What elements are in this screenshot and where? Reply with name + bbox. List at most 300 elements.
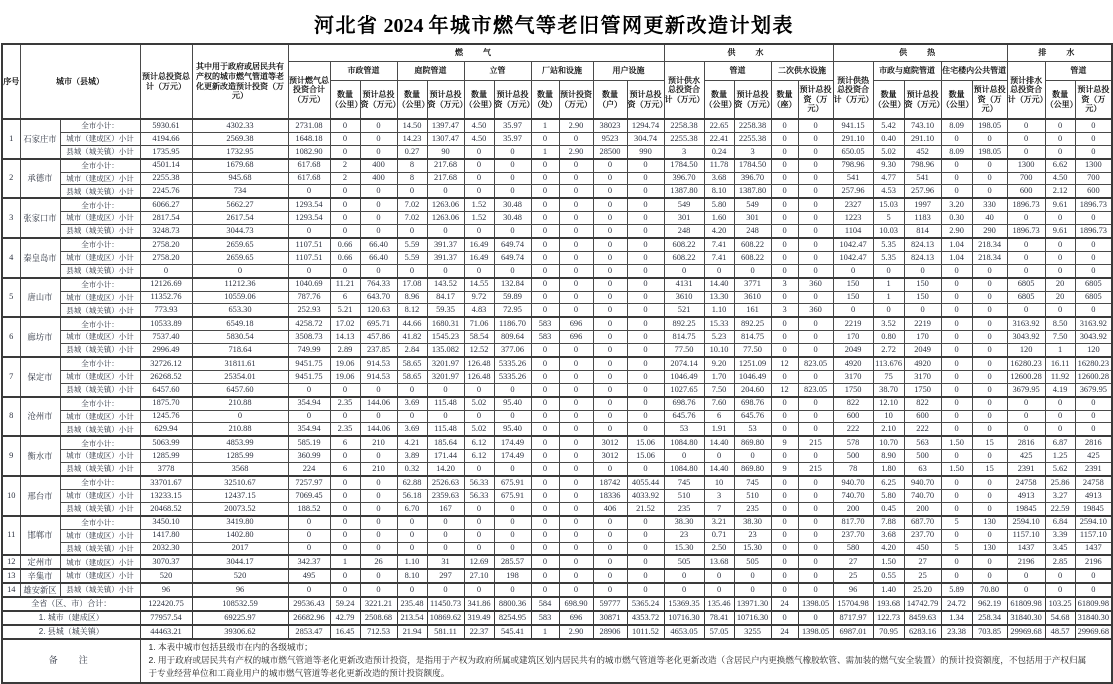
cell-heat-residential-qty: 5	[941, 542, 972, 555]
cell-gas-courtyard-qty: 21.94	[397, 625, 427, 639]
summary-row	[2, 625, 1112, 639]
cell-gas-courtyard-inv: 31	[427, 555, 464, 569]
cell-drain-pipe-qty: 0	[1045, 119, 1075, 132]
cell-drain-pipe-qty: 1.25	[1045, 450, 1075, 463]
cell-heat-muni-inv: 2049	[904, 344, 941, 357]
cell-heat-total: 96	[833, 583, 873, 597]
cell-heat-muni-inv: 824.13	[904, 251, 941, 264]
cell-water-total: 1387.80	[664, 185, 704, 198]
cell-gas-riser-inv: 0	[494, 410, 531, 423]
cell-gas-muni-qty: 0	[330, 198, 360, 211]
cell-gas-riser-inv: 649.74	[494, 251, 531, 264]
cell-gas-station-inv: 0	[559, 397, 593, 410]
cell-gas-user-inv: 0	[627, 172, 664, 185]
cell-city-name: 唐山市	[20, 278, 60, 318]
cell-gas-user-qty: 28906	[593, 625, 627, 639]
cell-drain-pipe-qty: 54.68	[1045, 611, 1075, 625]
cell-gas-station-inv: 0	[559, 489, 593, 502]
col-header-water-pipe-inv: 预计总投资（万元）	[734, 81, 771, 120]
cell-water-secondary-inv: 215	[798, 436, 833, 449]
cell-gas-muni-inv: 0	[360, 145, 397, 158]
cell-heat-muni-qty: 4.77	[873, 172, 904, 185]
cell-gas-muni-inv: 0	[360, 212, 397, 225]
cell-heat-residential-qty: 24.72	[941, 597, 972, 611]
cell-gas-courtyard-inv: 2359.63	[427, 489, 464, 502]
cell-gas-courtyard-qty: 235.48	[397, 597, 427, 611]
cell-drain-pipe-qty: 6.62	[1045, 159, 1075, 172]
cell-gas-courtyard-qty: 0	[397, 529, 427, 542]
table-row	[2, 529, 1112, 542]
cell-gas-user-qty: 18336	[593, 489, 627, 502]
cell-heat-residential-qty: 0	[941, 476, 972, 489]
cell-gas-riser-inv: 1186.70	[494, 317, 531, 330]
cell-gas-station-qty: 0	[531, 304, 559, 317]
cell-water-pipe-qty: 0	[704, 450, 734, 463]
cell-gas-station-inv: 0	[559, 370, 593, 383]
cell-gas-riser-qty: 0	[464, 516, 494, 529]
cell-gas-station-inv: 0	[559, 291, 593, 304]
cell-gas-station-qty: 0	[531, 225, 559, 238]
cell-gas-station-qty: 0	[531, 555, 559, 569]
cell-total-investment: 2245.76	[140, 185, 192, 198]
cell-drain-pipe-qty: 0	[1045, 397, 1075, 410]
cell-water-pipe-inv: 549	[734, 198, 771, 211]
cell-heat-residential-inv: 0	[972, 185, 1007, 198]
cell-seq-no: 11	[2, 516, 20, 556]
cell-water-secondary-inv: 360	[798, 304, 833, 317]
cell-gas-riser-inv: 0	[494, 542, 531, 555]
cell-gas-courtyard-qty: 17.08	[397, 278, 427, 291]
cell-gov-owned-investment: 2659.65	[192, 238, 288, 251]
cell-gas-station-inv: 0	[559, 344, 593, 357]
cell-gas-courtyard-inv: 0	[427, 583, 464, 597]
cell-gas-muni-inv: 0	[360, 410, 397, 423]
cell-heat-residential-inv: 0	[972, 278, 1007, 291]
cell-gas-muni-qty: 2	[330, 159, 360, 172]
cell-gas-courtyard-qty: 5.59	[397, 251, 427, 264]
cell-gas-riser-inv: 95.40	[494, 423, 531, 436]
cell-city-name: 石家庄市	[20, 119, 60, 159]
cell-gas-total: 585.19	[288, 436, 330, 449]
cell-water-secondary-inv: 0	[798, 264, 833, 277]
col-header-heat-residential-inv: 预计总投资（万元）	[972, 81, 1007, 120]
cell-gas-riser-inv: 198	[494, 569, 531, 583]
cell-gas-user-qty: 0	[593, 542, 627, 555]
cell-heat-total: 798.96	[833, 159, 873, 172]
cell-water-secondary-qty: 0	[771, 450, 798, 463]
cell-drain-pipe-inv: 0	[1075, 145, 1112, 158]
cell-gas-riser-qty: 1.52	[464, 198, 494, 211]
cell-subrow-label: 县城（城关镇）小计	[60, 344, 140, 357]
cell-gas-total: 617.68	[288, 159, 330, 172]
cell-gas-total: 0	[288, 225, 330, 238]
cell-heat-residential-inv: 0	[972, 331, 1007, 344]
cell-water-pipe-inv: 3610	[734, 291, 771, 304]
cell-gas-user-inv: 304.74	[627, 132, 664, 145]
cell-gas-total: 0	[288, 264, 330, 277]
cell-gas-station-qty: 0	[531, 370, 559, 383]
cell-heat-residential-inv: 0	[972, 159, 1007, 172]
cell-drain-pipe-inv: 0	[1075, 583, 1112, 597]
cell-water-secondary-inv: 0	[798, 185, 833, 198]
cell-gas-total: 0	[288, 410, 330, 423]
cell-drain-pipe-inv: 0	[1075, 569, 1112, 583]
cell-gas-user-inv: 1011.52	[627, 625, 664, 639]
cell-gas-station-inv: 0	[559, 502, 593, 515]
cell-gas-station-qty: 1	[531, 119, 559, 132]
cell-drain-pipe-qty: 0	[1045, 410, 1075, 423]
cell-heat-residential-qty: 5	[941, 516, 972, 529]
cell-gas-total: 2853.47	[288, 625, 330, 639]
cell-drain-pipe-inv: 12600.28	[1075, 370, 1112, 383]
cell-gas-courtyard-qty: 8	[397, 172, 427, 185]
cell-gas-riser-qty: 0	[464, 172, 494, 185]
cell-gas-muni-inv: 0	[360, 502, 397, 515]
cell-gas-courtyard-inv: 1545.23	[427, 331, 464, 344]
cell-heat-muni-inv: 150	[904, 291, 941, 304]
cell-gas-riser-qty: 22.37	[464, 625, 494, 639]
cell-drain-total: 0	[1007, 583, 1045, 597]
cell-gas-courtyard-qty: 3.69	[397, 397, 427, 410]
cell-drain-total: 6805	[1007, 291, 1045, 304]
cell-drain-pipe-qty: 8.50	[1045, 317, 1075, 330]
cell-gas-muni-inv: 26	[360, 555, 397, 569]
table-row	[2, 450, 1112, 463]
cell-gas-station-inv: 2.90	[559, 625, 593, 639]
cell-gas-riser-qty: 0	[464, 159, 494, 172]
cell-water-secondary-inv: 0	[798, 450, 833, 463]
cell-drain-pipe-qty: 9.61	[1045, 198, 1075, 211]
cell-heat-muni-inv: 0	[904, 304, 941, 317]
cell-gas-total: 0	[288, 185, 330, 198]
cell-drain-total: 0	[1007, 423, 1045, 436]
cell-gas-station-qty: 0	[531, 344, 559, 357]
cell-gas-muni-inv: 3221.21	[360, 597, 397, 611]
cell-gas-muni-inv: 0	[360, 450, 397, 463]
cell-gas-total: 29536.43	[288, 597, 330, 611]
cell-gas-muni-qty: 0	[330, 410, 360, 423]
cell-gas-station-qty: 0	[531, 159, 559, 172]
cell-gas-courtyard-inv: 217.68	[427, 172, 464, 185]
cell-heat-muni-inv: 740.70	[904, 489, 941, 502]
cell-water-secondary-inv: 823.05	[798, 383, 833, 396]
cell-water-pipe-inv: 608.22	[734, 238, 771, 251]
cell-gov-owned-investment: 31811.61	[192, 357, 288, 370]
cell-drain-pipe-inv: 2391	[1075, 463, 1112, 476]
cell-gas-riser-qty: 12.52	[464, 344, 494, 357]
cell-drain-total: 61809.98	[1007, 597, 1045, 611]
cell-heat-muni-qty: 1	[873, 278, 904, 291]
cell-heat-residential-inv: 0	[972, 344, 1007, 357]
cell-gas-muni-inv: 0	[360, 264, 397, 277]
cell-water-secondary-qty: 0	[771, 423, 798, 436]
cell-water-total: 53	[664, 423, 704, 436]
cell-gas-courtyard-qty: 0	[397, 516, 427, 529]
col-header-gas-muni-inv: 预计总投资（万元）	[360, 81, 397, 120]
cell-gov-owned-investment: 1679.68	[192, 159, 288, 172]
cell-water-total: 301	[664, 212, 704, 225]
cell-subrow-label: 全市小计：	[60, 238, 140, 251]
cell-water-secondary-qty: 12	[771, 383, 798, 396]
cell-water-total: 235	[664, 502, 704, 515]
cell-gas-riser-inv: 5335.26	[494, 357, 531, 370]
note-line: 2. 用于政府或居民共有产权的城市燃气管道等老化更新改造预计投资，是指用于产权为政府所属或建筑区划内居民共有的城市燃气管道等老化更新改造（含居民户内更换燃气橡胶软管、需加装的燃气安全装置）的预计投资额度，不包括用于产权归属	[148, 655, 1087, 666]
cell-gas-user-inv: 0	[627, 344, 664, 357]
cell-heat-residential-inv: 15	[972, 463, 1007, 476]
cell-gas-total: 495	[288, 569, 330, 583]
table-row	[2, 251, 1112, 264]
cell-gas-muni-qty: 0	[330, 145, 360, 158]
cell-heat-residential-qty: 0	[941, 397, 972, 410]
cell-subrow-label: 县城（城关镇）小计	[60, 383, 140, 396]
cell-seq-no: 10	[2, 476, 20, 516]
cell-water-total: 248	[664, 225, 704, 238]
col-header-gas-riser-qty: 数量（公里）	[464, 81, 494, 120]
cell-total-investment: 1285.99	[140, 450, 192, 463]
cell-water-pipe-qty: 78.41	[704, 611, 734, 625]
cell-water-secondary-qty: 0	[771, 132, 798, 145]
notes-text	[140, 639, 1112, 683]
cell-gas-riser-inv: 675.91	[494, 489, 531, 502]
cell-gas-courtyard-qty: 7.02	[397, 212, 427, 225]
col-header-drain-pipe-qty: 数量（公里）	[1045, 81, 1075, 120]
cell-subrow-label: 全市小计：	[60, 198, 140, 211]
cell-drain-pipe-inv: 6805	[1075, 291, 1112, 304]
cell-gas-user-inv: 0	[627, 410, 664, 423]
cell-gov-owned-investment: 1402.80	[192, 529, 288, 542]
cell-gas-user-qty: 0	[593, 159, 627, 172]
cell-heat-muni-qty: 0	[873, 264, 904, 277]
cell-water-total: 510	[664, 489, 704, 502]
cell-heat-total: 27	[833, 555, 873, 569]
cell-gas-courtyard-qty: 14.50	[397, 119, 427, 132]
cell-gas-riser-inv: 675.91	[494, 476, 531, 489]
cell-gas-total: 1082.90	[288, 145, 330, 158]
cell-water-total: 608.22	[664, 251, 704, 264]
cell-total-investment: 32726.12	[140, 357, 192, 370]
cell-gas-courtyard-inv: 391.37	[427, 251, 464, 264]
cell-subrow-label: 城市（建成区）小计	[60, 569, 140, 583]
cell-water-total: 0	[664, 569, 704, 583]
cell-gas-courtyard-qty: 8.12	[397, 304, 427, 317]
cell-drain-pipe-inv: 0	[1075, 423, 1112, 436]
cell-gas-total: 749.99	[288, 344, 330, 357]
table-row	[2, 119, 1112, 132]
cell-water-secondary-inv: 0	[798, 172, 833, 185]
cell-drain-total: 19845	[1007, 502, 1045, 515]
cell-drain-total: 120	[1007, 344, 1045, 357]
cell-gas-station-qty: 0	[531, 529, 559, 542]
cell-gas-user-inv: 0	[627, 569, 664, 583]
cell-gas-total: 0	[288, 383, 330, 396]
page	[0, 9, 1108, 682]
cell-water-total: 745	[664, 476, 704, 489]
cell-gas-riser-inv: 809.64	[494, 331, 531, 344]
cell-gas-riser-inv: 285.57	[494, 555, 531, 569]
col-header-heat-residential-qty: 数量（公里）	[941, 81, 972, 120]
cell-water-secondary-qty: 0	[771, 502, 798, 515]
cell-city-name: 定州市	[20, 555, 60, 569]
cell-water-pipe-qty: 0	[704, 583, 734, 597]
cell-gas-total: 1648.18	[288, 132, 330, 145]
cell-water-pipe-qty: 57.05	[704, 625, 734, 639]
cell-gov-owned-investment: 653.30	[192, 304, 288, 317]
col-header-drain-pipe-inv: 预计总投资（万元）	[1075, 81, 1112, 120]
cell-water-secondary-qty: 0	[771, 569, 798, 583]
col-header-gas-courtyard-pipe: 庭院管道	[397, 62, 464, 81]
cell-gas-station-inv: 0	[559, 198, 593, 211]
cell-city-name: 雄安新区	[20, 583, 60, 597]
cell-drain-pipe-inv: 3043.92	[1075, 331, 1112, 344]
cell-water-secondary-qty: 12	[771, 357, 798, 370]
cell-gas-riser-inv: 0	[494, 225, 531, 238]
cell-water-secondary-inv: 0	[798, 555, 833, 569]
cell-drain-pipe-qty: 0	[1045, 569, 1075, 583]
cell-gas-courtyard-qty: 0	[397, 225, 427, 238]
table-row	[2, 172, 1112, 185]
cell-water-secondary-inv: 215	[798, 463, 833, 476]
cell-water-pipe-qty: 0	[704, 264, 734, 277]
cell-gov-owned-investment: 1732.95	[192, 145, 288, 158]
cell-gas-user-qty: 0	[593, 516, 627, 529]
cell-gas-riser-qty: 319.49	[464, 611, 494, 625]
cell-heat-residential-qty: 0	[941, 264, 972, 277]
cell-drain-pipe-qty: 0	[1045, 251, 1075, 264]
cell-drain-pipe-inv: 2196	[1075, 555, 1112, 569]
cell-drain-pipe-inv: 0	[1075, 238, 1112, 251]
cell-heat-total: 1750	[833, 383, 873, 396]
cell-gas-station-qty: 0	[531, 198, 559, 211]
cell-drain-total: 3043.92	[1007, 331, 1045, 344]
cell-heat-residential-qty: 0	[941, 502, 972, 515]
cell-gas-courtyard-qty: 0.27	[397, 145, 427, 158]
cell-heat-muni-inv: 814	[904, 225, 941, 238]
cell-gas-courtyard-inv: 3201.97	[427, 357, 464, 370]
cell-gas-muni-inv: 400	[360, 159, 397, 172]
cell-heat-residential-qty: 8.09	[941, 119, 972, 132]
cell-total-investment: 33701.67	[140, 476, 192, 489]
cell-subrow-label: 城市（建成区）小计	[60, 331, 140, 344]
cell-subrow-label: 城市（建成区）小计	[60, 410, 140, 423]
cell-subrow-label: 全市小计：	[60, 317, 140, 330]
cell-subrow-label: 城市（建成区）小计	[60, 212, 140, 225]
cell-seq-no: 9	[2, 436, 20, 476]
cell-heat-residential-inv: 0	[972, 357, 1007, 370]
table-row	[2, 370, 1112, 383]
cell-heat-residential-qty: 0	[941, 132, 972, 145]
table-row	[2, 132, 1112, 145]
cell-water-pipe-qty: 14.40	[704, 436, 734, 449]
cell-gas-muni-inv: 914.53	[360, 370, 397, 383]
cell-heat-residential-qty: 0	[941, 569, 972, 583]
cell-heat-muni-qty: 9.30	[873, 159, 904, 172]
cell-heat-total: 541	[833, 172, 873, 185]
cell-gov-owned-investment: 3419.80	[192, 516, 288, 529]
cell-heat-muni-inv: 824.13	[904, 238, 941, 251]
cell-water-secondary-qty: 0	[771, 489, 798, 502]
cell-gas-riser-qty: 0	[464, 185, 494, 198]
cell-water-secondary-inv: 0	[798, 423, 833, 436]
cell-heat-muni-qty: 5.42	[873, 119, 904, 132]
cell-gas-courtyard-qty: 0	[397, 264, 427, 277]
cell-heat-residential-qty: 5.89	[941, 583, 972, 597]
cell-subrow-label: 县城（城关镇）小计	[60, 225, 140, 238]
cell-gas-user-qty: 0	[593, 370, 627, 383]
cell-gas-muni-inv: 144.06	[360, 397, 397, 410]
cell-total-investment: 520	[140, 569, 192, 583]
cell-total-investment: 96	[140, 583, 192, 597]
cell-gas-muni-qty: 1	[330, 555, 360, 569]
cell-gas-user-qty: 0	[593, 529, 627, 542]
table-row	[2, 331, 1112, 344]
cell-gas-user-inv: 0	[627, 357, 664, 370]
cell-gas-courtyard-inv: 135.082	[427, 344, 464, 357]
col-header-heat-residential-pipe: 住宅楼内公共管道	[941, 62, 1007, 81]
cell-seq-no: 1	[2, 119, 20, 159]
cell-heat-residential-qty: 23.38	[941, 625, 972, 639]
cell-heat-muni-inv: 1750	[904, 383, 941, 396]
cell-gov-owned-investment: 0	[192, 410, 288, 423]
cell-gas-muni-inv: 0	[360, 489, 397, 502]
cell-drain-total: 24758	[1007, 476, 1045, 489]
cell-water-pipe-qty: 1.91	[704, 423, 734, 436]
cell-gas-station-qty: 584	[531, 597, 559, 611]
cell-heat-total: 6987.01	[833, 625, 873, 639]
cell-gas-user-qty: 0	[593, 291, 627, 304]
table-row	[2, 555, 1112, 569]
cell-water-secondary-qty: 0	[771, 198, 798, 211]
cell-water-secondary-inv: 0	[798, 516, 833, 529]
cell-gas-muni-inv: 210	[360, 463, 397, 476]
cell-heat-total: 2327	[833, 198, 873, 211]
cell-heat-residential-qty: 0	[941, 278, 972, 291]
cell-water-pipe-qty: 6	[704, 410, 734, 423]
cell-gov-owned-investment: 718.64	[192, 344, 288, 357]
table-row	[2, 198, 1112, 211]
cell-heat-residential-inv: 0	[972, 555, 1007, 569]
cell-gas-courtyard-inv: 0	[427, 529, 464, 542]
cell-seq-no: 3	[2, 198, 20, 238]
cell-gas-muni-qty: 16.45	[330, 625, 360, 639]
table-row	[2, 212, 1112, 225]
cell-drain-pipe-qty: 22.59	[1045, 502, 1075, 515]
cell-gas-courtyard-inv: 84.17	[427, 291, 464, 304]
cell-water-pipe-inv: 0	[734, 583, 771, 597]
cell-heat-muni-inv: 500	[904, 450, 941, 463]
cell-gas-courtyard-inv: 0	[427, 516, 464, 529]
cell-water-secondary-qty: 0	[771, 410, 798, 423]
cell-water-secondary-inv: 0	[798, 251, 833, 264]
cell-water-pipe-qty: 3	[704, 489, 734, 502]
cell-water-total: 1084.80	[664, 463, 704, 476]
cell-gas-station-qty: 0	[531, 251, 559, 264]
cell-heat-muni-qty: 10.70	[873, 436, 904, 449]
cell-drain-pipe-qty: 4.50	[1045, 172, 1075, 185]
cell-subrow-label: 县城（城关镇）小计	[60, 185, 140, 198]
cell-water-total: 10716.30	[664, 611, 704, 625]
cell-gas-courtyard-inv: 581.11	[427, 625, 464, 639]
cell-gas-riser-qty: 12.69	[464, 555, 494, 569]
cell-gas-station-inv: 0	[559, 410, 593, 423]
cell-water-pipe-qty: 13.30	[704, 291, 734, 304]
cell-heat-residential-qty: 0	[941, 423, 972, 436]
cell-heat-muni-inv: 4920	[904, 357, 941, 370]
cell-water-secondary-inv: 0	[798, 476, 833, 489]
cell-gas-muni-qty: 0	[330, 132, 360, 145]
cell-gas-muni-inv: 2508.68	[360, 611, 397, 625]
cell-heat-residential-inv: 0	[972, 502, 1007, 515]
cell-drain-total: 3679.95	[1007, 383, 1045, 396]
